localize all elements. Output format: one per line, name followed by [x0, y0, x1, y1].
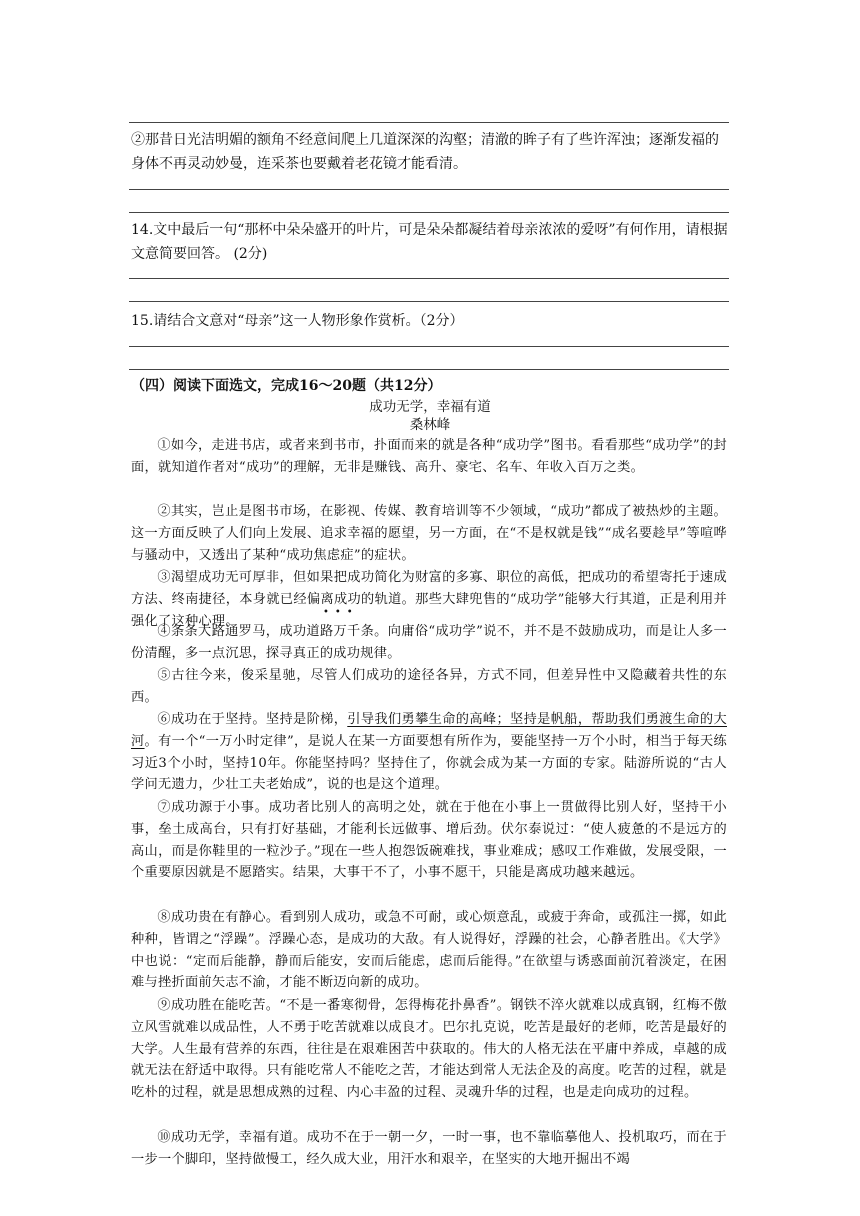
paragraph-6-lead: ⑥成功在于坚持。坚持是阶梯， — [157, 712, 348, 727]
article-title: 成功无学，幸福有道 — [369, 399, 491, 415]
paragraph-9: ⑨成功胜在能吃苦。“不是一番寒彻骨，怎得梅花扑鼻香”。钢铁不淬火就难以成真钢，红梅不傲立风雪就难以成品性，人不勇于吃苦就难以成良才。巴尔扎克说，吃苦是最好的老师，吃苦是最好的大学。人生最有营养的东西，往往是在艰难困苦中获取的。伟大的人格无法在平庸中养成，卓越的成就无法在舒适中取得。只有能吃常人不能吃之苦，才能达到常人无法企及的高度。吃苦的过程，就是吃朴的过程，就是思想成熟的过程、内心丰盈的过程、灵魂升华的过程，也是走向成功的过程。 — [131, 998, 727, 1101]
answer-line — [129, 189, 729, 190]
paragraph-7: ⑦成功源于小事。成功者比别人的高明之处，就在于他在小事上一贯做得比别人好，坚持干小事，垒土成高台，只有打好基础，才能利长远做事、增后劲。伏尔泰说过：“使人疲惫的不是远方的高山，而是你鞋里的一粒沙子。”现在一些人抱怨饭碗难找，事业难成；感叹工作难做，发展受限，一个重要原因就是不愿踏实。结果，大事干不了，小事不愿干，只能是离成功越来越远。 — [131, 800, 727, 881]
answer-line — [129, 122, 729, 123]
answer-line — [129, 278, 729, 279]
paragraph-8: ⑧成功贵在有静心。看到别人成功，或急不可耐，或心烦意乱，或疲于奔命，或孤注一掷，如此种种，皆谓之“浮躁”。浮躁心态，是成功的大敌。有人说得好，浮躁的社会，心静者胜出。《大学》中也说：“定而后能静，静而后能安，安而后能虑，虑而后能得。”在欲望与诱惑面前沉着淡定，在困难与挫折面前矢志不渝，才能不断迈向新的成功。 — [131, 910, 727, 991]
answer-line — [129, 346, 729, 347]
emphasis-dots: ••• — [323, 607, 359, 618]
paragraph-10: ⑩成功无学，幸福有道。成功不在于一朝一夕，一时一事，也不靠临摹他人、投机取巧，而在于一步一个脚印，坚持做慢工，经久成大业，用汗水和艰辛，在坚实的大地开掘出不竭 — [131, 1130, 727, 1167]
answer-line — [129, 212, 729, 213]
paragraph-2: ②其实，岂止是图书市场，在影视、传媒、教育培训等不少领域，“成功”都成了被热炒的主题。这一方面反映了人们向上发展、追求幸福的愿望，另一方面，在“不是权就是钱”“成名要趁早”等喧哗与骚动中，又透出了某种“成功焦虑症”的症状。 — [131, 504, 727, 563]
q13-sentence-2: ②那昔日光洁明媚的额角不经意间爬上几道深深的沟壑；清澈的眸子有了些许浑浊；逐渐发福的身体不再灵动妙曼，连采茶也要戴着老花镜才能看清。 — [131, 132, 719, 172]
paragraph-1: ①如今，走进书店，或者来到书市，扑面而来的就是各种“成功学”图书。看看那些“成功学”的封面，就知道作者对“成功”的理解，无非是赚钱、高升、豪宅、名车、年收入百万之类。 — [131, 438, 727, 475]
paragraph-4: ④条条大路通罗马，成功道路万千条。向庸俗“成功学”说不，并不是不鼓励成功，而是让人多一份清醒，多一点沉思，探寻真正的成功规律。 — [131, 624, 727, 661]
section-4-heading: （四）阅读下面选文，完成16～20题（共12分） — [131, 378, 442, 394]
paragraph-3: ③渴望成功无可厚非，但如果把成功简化为财富的多寡、职位的高低，把成功的希望寄托于速成方法、终南捷径，本身就已经偏离成功的轨道。那些大肆兜售的“成功学”能够大行其道，正是利用并强化了这种心理。 — [131, 570, 727, 629]
article-author: 桑林峰 — [409, 417, 451, 433]
question-14: 14.文中最后一句“那杯中朵朵盛开的叶片，可是朵朵都凝结着母亲浓浓的爱呀”有何作用，请根据文意简要回答。 (2分) — [131, 222, 728, 262]
underlined-sentence: 引导我们勇攀生命的高峰；坚持是帆船，帮助我们勇渡生命的大河 — [131, 712, 727, 749]
question-15: 15.请结合文意对“母亲”这一人物形象作赏析。（2分） — [131, 313, 464, 329]
paragraph-5: ⑤古往今来，俊采星驰，尽管人们成功的途径各异，方式不同，但差异性中又隐藏着共性的东西。 — [131, 668, 727, 705]
paragraph-6-rest: 。有一个“一万小时定律”，是说人在某一方面要想有所作为，要能坚持一万个小时，相当于每天练习近3个小时，坚持10年。你能坚持吗？坚持住了，你就会成为某一方面的专家。陆游所说的“古人学问无遗力，少壮工夫老始成”，说的也是这个道理。 — [131, 733, 727, 793]
paragraph-6 — [131, 709, 727, 796]
answer-line — [129, 301, 729, 302]
answer-line — [129, 369, 729, 370]
